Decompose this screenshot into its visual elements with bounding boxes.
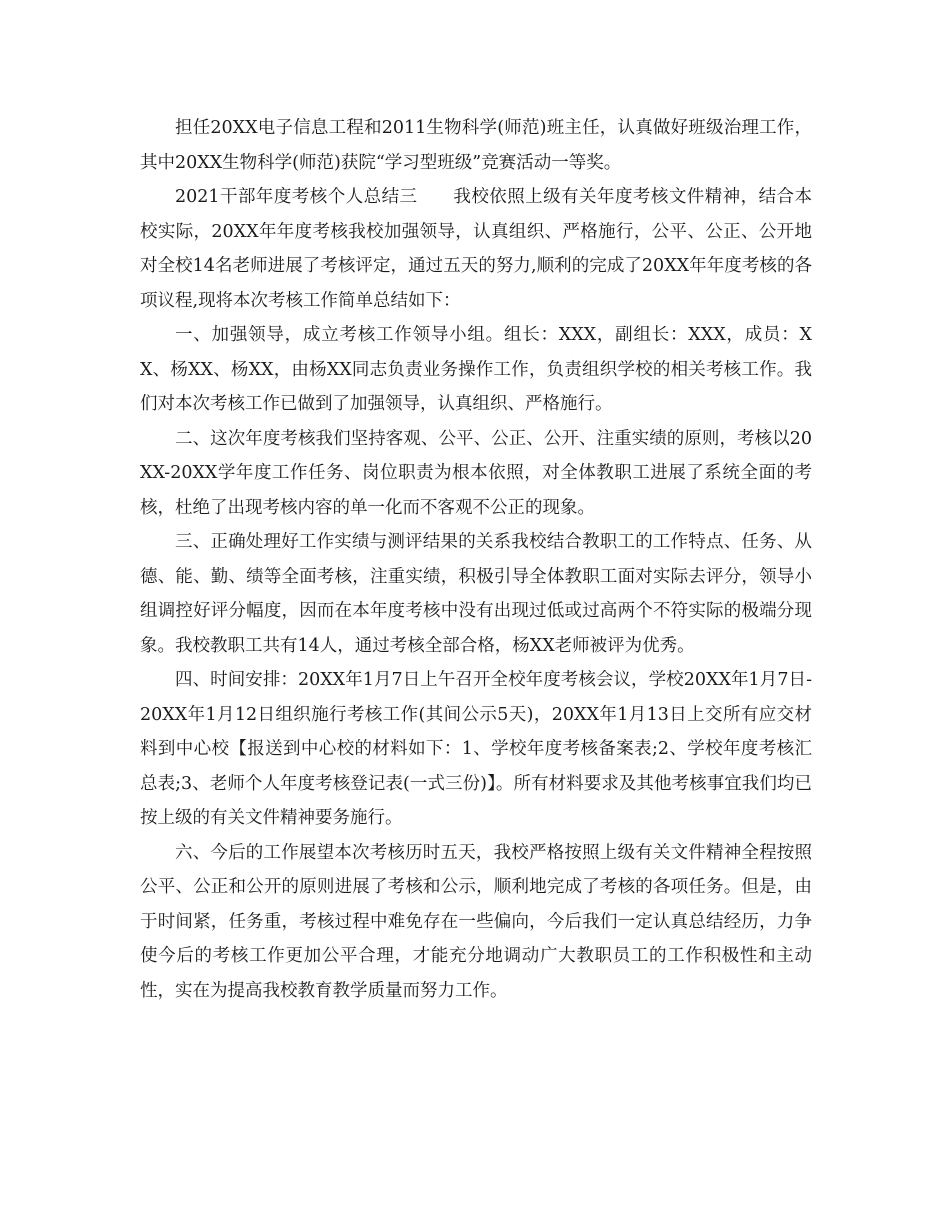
paragraph-leadership: 一、加强领导，成立考核工作领导小组。组长：XXX，副组长：XXX，成员：XX、杨XX、杨XX，由杨XX同志负责业务操作工作，负责组织学校的相关考核工作。我们对本次考核工作已做到了加强领导，认真组织、严格施行。 (140, 325, 812, 414)
paragraph-results: 三、正确处理好工作实绩与测评结果的关系我校结合教职工的工作特点、任务、从德、能、勤、绩等全面考核，注重实绩，积极引导全体教职工面对实际去评分，领导小组调控好评分幅度，因而在本年度考核中没有出现过低或过高两个不符实际的极端分现象。我校教职工共有14人，通过考核全部合格，杨XX老师被评为优秀。 (140, 532, 812, 656)
paragraph-class-teacher: 担任20XX电子信息工程和2011生物科学(师范)班主任，认真做好班级治理工作，其中20XX生物科学(师范)获院“学习型班级”竞赛活动一等奖。 (140, 118, 812, 173)
paragraph-outlook: 六、今后的工作展望本次考核历时五天，我校严格按照上级有关文件精神全程按照公平、公正和公开的原则进展了考核和公示，顺利地完成了考核的各项任务。但是，由于时间紧，任务重，考核过程中难免存在一些偏向，今后我们一定认真总结经历，力争使今后的考核工作更加公平合理，才能充分地调动广大教职员工的工作积极性和主动性，实在为提高我校教育教学质量而努力工作。 (140, 842, 812, 1001)
paragraph-schedule: 四、时间安排：20XX年1月7日上午召开全校年度考核会议，学校20XX年1月7日-20XX年1月12日组织施行考核工作(其间公示5天)，20XX年1月13日上交所有应交材料到中心校【报送到中心校的材料如下：1、学校年度考核备案表;2、学校年度考核汇总表;3、老师个人年度考核登记表(一式三份)】。所有材料要求及其他考核事宜我们均已按上级的有关文件精神要务施行。 (140, 670, 812, 828)
paragraph-summary-intro: 2021干部年度考核个人总结三 我校依照上级有关年度考核文件精神，结合本校实际，20XX年年度考核我校加强领导，认真组织、严格施行，公平、公正、公开地对全校14名老师进展了考核评定，通过五天的努力,顺利的完成了20XX年年度考核的各项议程,现将本次考核工作简单总结如下： (140, 187, 812, 311)
paragraph-principles: 二、这次年度考核我们坚持客观、公平、公正、公开、注重实绩的原则，考核以20XX-20XX学年度工作任务、岗位职责为根本依照，对全体教职工进展了系统全面的考核，杜绝了出现考核内容的单一化而不客观不公正的现象。 (140, 428, 812, 518)
document-body (140, 111, 812, 1008)
